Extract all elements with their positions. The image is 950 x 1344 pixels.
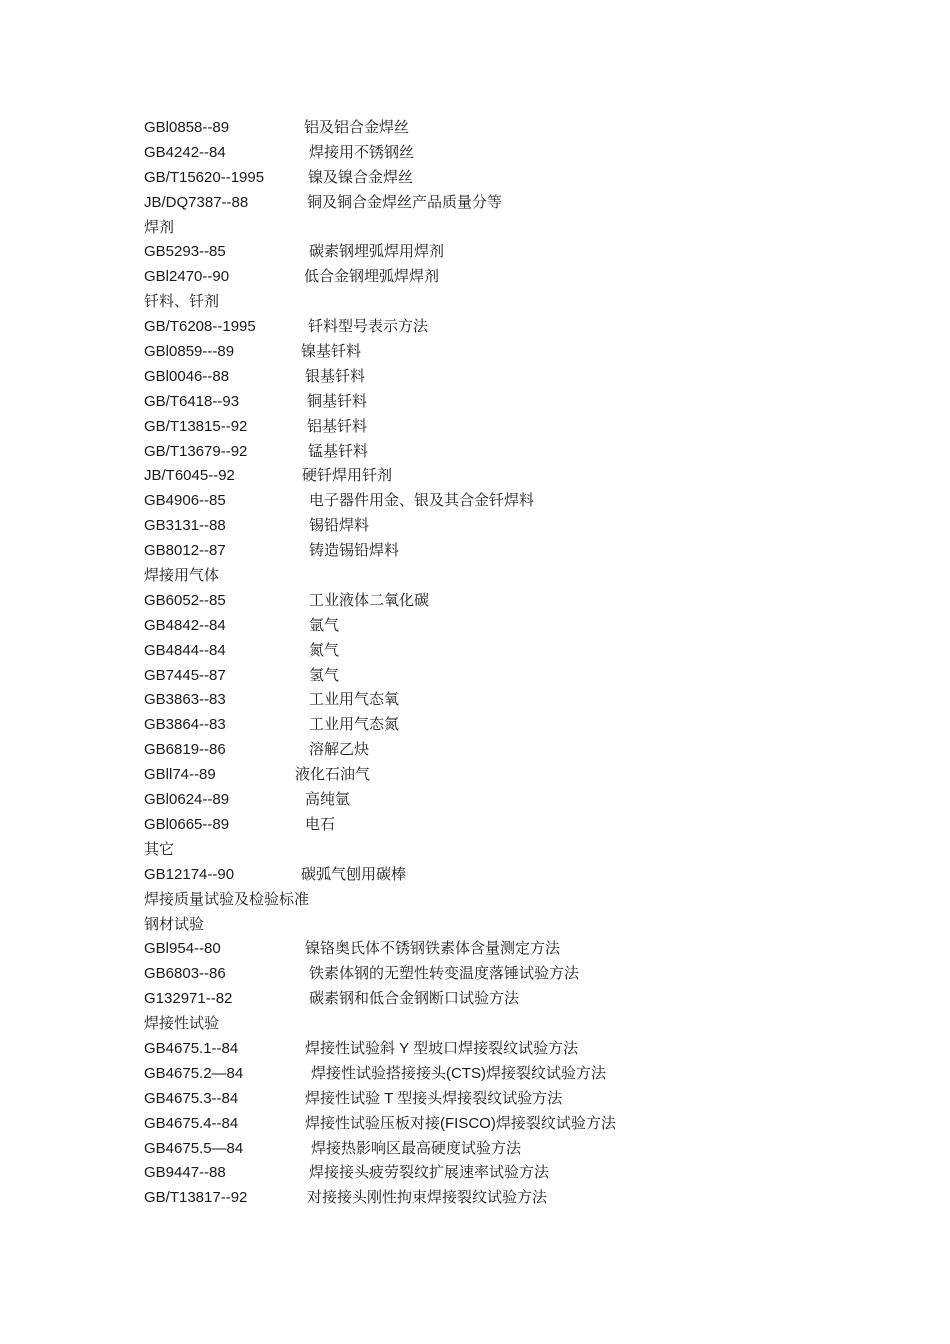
section-heading-text: 其它 — [144, 840, 175, 858]
standard-title: 碳素钢埋弧焊用焊剂 — [309, 243, 445, 261]
standard-title: 焊接性试验斜 Y 型坡口焊接裂纹试验方法 — [305, 1039, 579, 1057]
standard-entry — [144, 464, 704, 489]
standard-title: 液化石油气 — [295, 766, 371, 784]
standard-code: GB4675.4--84 — [144, 1114, 239, 1132]
section-heading-text: 钢材试验 — [144, 915, 205, 933]
standard-title: 钎料型号表示方法 — [308, 318, 429, 336]
standard-entry — [144, 116, 704, 141]
standard-title: 氩气 — [309, 616, 340, 634]
standard-entry — [144, 141, 704, 166]
standard-code: GB/T13679--92 — [144, 442, 248, 460]
standard-code: G132971--82 — [144, 990, 233, 1008]
standard-code: GB3131--88 — [144, 517, 226, 535]
standard-entry — [144, 240, 704, 265]
standard-entry — [144, 415, 704, 440]
standard-code: GBll74--89 — [144, 766, 216, 784]
standard-code: GBl2470--90 — [144, 268, 230, 286]
standard-code: GB6803--86 — [144, 965, 226, 983]
standard-entry — [144, 1087, 704, 1112]
standard-title: 焊接接头疲劳裂纹扩展速率试验方法 — [309, 1164, 550, 1182]
section-heading-text: 焊剂 — [144, 218, 175, 236]
standard-title: 碳素钢和低合金钢断口试验方法 — [309, 990, 520, 1008]
standard-code: GBl0665--89 — [144, 815, 230, 833]
standard-title: 焊接用不锈钢丝 — [309, 143, 415, 161]
standard-code: GB4242--84 — [144, 143, 226, 161]
standards-list — [144, 116, 704, 1211]
section-heading-text: 焊接用气体 — [144, 567, 220, 585]
standard-title: 铝基钎料 — [307, 417, 368, 435]
standard-title: 铁素体钢的无塑性转变温度落锤试验方法 — [309, 965, 580, 983]
standard-code: GB8012--87 — [144, 542, 226, 560]
standard-code: JB/T6045--92 — [144, 467, 235, 485]
standard-code: GB4675.1--84 — [144, 1039, 239, 1057]
standard-entry — [144, 166, 704, 191]
standard-title: 焊接性试验搭接接头(CTS)焊接裂纹试验方法 — [311, 1064, 606, 1082]
standard-title: 铜基钎料 — [307, 392, 368, 410]
standard-title: 氢气 — [309, 666, 340, 684]
standard-title: 溶解乙炔 — [309, 741, 370, 759]
standard-code: GB4675.3--84 — [144, 1089, 239, 1107]
standard-code: GB/T13817--92 — [144, 1189, 248, 1207]
standard-title: 低合金钢埋弧焊焊剂 — [304, 268, 440, 286]
standard-entry — [144, 390, 704, 415]
standard-entry — [144, 514, 704, 539]
standard-entry — [144, 987, 704, 1012]
standard-code: GB4675.2—84 — [144, 1064, 244, 1082]
standard-title: 工业用气态氧 — [309, 691, 400, 709]
standard-code: JB/DQ7387--88 — [144, 193, 249, 211]
standard-entry — [144, 440, 704, 465]
standard-entry — [144, 788, 704, 813]
standard-title: 焊接热影响区最高硬度试验方法 — [311, 1139, 522, 1157]
standard-code: GBl0859---89 — [144, 343, 235, 361]
standard-entry — [144, 1062, 704, 1087]
standard-entry — [144, 614, 704, 639]
standard-entry — [144, 1112, 704, 1137]
standard-entry — [144, 489, 704, 514]
standard-entry — [144, 1037, 704, 1062]
standard-entry — [144, 738, 704, 763]
standard-title: 对接接头刚性拘束焊接裂纹试验方法 — [307, 1189, 548, 1207]
standard-code: GB/T13815--92 — [144, 417, 248, 435]
standard-entry — [144, 1161, 704, 1186]
standard-title: 电子器件用金、银及其合金钎焊料 — [309, 492, 535, 510]
standard-title: 工业液体二氧化碳 — [309, 591, 430, 609]
standard-code: GB7445--87 — [144, 666, 226, 684]
standard-title: 焊接性试验压板对接(FISCO)焊接裂纹试验方法 — [305, 1114, 616, 1132]
standard-title: 铜及铜合金焊丝产品质量分等 — [307, 193, 503, 211]
section-heading — [144, 888, 704, 913]
standard-code: GB/T6418--93 — [144, 392, 240, 410]
standard-code: GB4906--85 — [144, 492, 226, 510]
standard-title: 高纯氩 — [305, 791, 351, 809]
standard-entry — [144, 713, 704, 738]
standard-title: 银基钎料 — [305, 367, 366, 385]
standard-entry — [144, 315, 704, 340]
section-heading-text: 钎料、钎剂 — [144, 293, 220, 311]
standard-title: 锰基钎料 — [308, 442, 369, 460]
standard-title: 镍铬奥氏体不锈钢铁素体含量测定方法 — [305, 940, 561, 958]
section-heading — [144, 1012, 704, 1037]
section-heading-text: 焊接质量试验及检验标准 — [144, 890, 310, 908]
standard-code: GBl0858--89 — [144, 119, 230, 136]
section-heading — [144, 216, 704, 241]
standard-code: GB4844--84 — [144, 641, 226, 659]
standard-entry — [144, 539, 704, 564]
standard-entry — [144, 962, 704, 987]
standard-title: 铸造锡铅焊料 — [309, 542, 400, 560]
standard-entry — [144, 664, 704, 689]
standard-entry — [144, 589, 704, 614]
standard-entry — [144, 937, 704, 962]
standard-entry — [144, 1186, 704, 1211]
section-heading — [144, 913, 704, 938]
standard-code: GB6052--85 — [144, 591, 226, 609]
standard-entry — [144, 639, 704, 664]
standard-entry — [144, 1137, 704, 1162]
standard-entry — [144, 340, 704, 365]
standard-code: GBl0046--88 — [144, 367, 230, 385]
section-heading — [144, 838, 704, 863]
standard-title: 锡铅焊料 — [309, 517, 370, 535]
standard-code: GB9447--88 — [144, 1164, 226, 1182]
standard-code: GB3864--83 — [144, 716, 226, 734]
standard-entry — [144, 365, 704, 390]
standard-code: GB6819--86 — [144, 741, 226, 759]
standard-code: GB/T6208--1995 — [144, 318, 256, 336]
standard-title: 镍基钎料 — [301, 343, 362, 361]
standard-entry — [144, 191, 704, 216]
section-heading-text: 焊接性试验 — [144, 1015, 220, 1033]
standard-code: GB/T15620--1995 — [144, 168, 265, 186]
standard-code: GB5293--85 — [144, 243, 226, 261]
section-heading — [144, 564, 704, 589]
section-heading — [144, 290, 704, 315]
standard-code: GB3863--83 — [144, 691, 226, 709]
standard-code: GB12174--90 — [144, 865, 235, 883]
standard-title: 工业用气态氮 — [309, 716, 400, 734]
standard-entry — [144, 863, 704, 888]
standard-title: 氮气 — [309, 641, 340, 659]
standard-title: 焊接性试验 T 型接头焊接裂纹试验方法 — [305, 1089, 563, 1107]
standard-entry — [144, 763, 704, 788]
standard-entry — [144, 265, 704, 290]
standard-code: GB4675.5—84 — [144, 1139, 244, 1157]
standard-code: GB4842--84 — [144, 616, 226, 634]
standard-entry — [144, 688, 704, 713]
standard-title: 硬钎焊用钎剂 — [302, 467, 393, 485]
standard-title: 电石 — [305, 815, 336, 833]
standard-code: GBl954--80 — [144, 940, 221, 958]
standard-title: 铝及铝合金焊丝 — [304, 119, 410, 136]
standard-title: 碳弧气刨用碳棒 — [301, 865, 407, 883]
standard-entry — [144, 813, 704, 838]
standard-code: GBl0624--89 — [144, 791, 230, 809]
standard-title: 镍及镍合金焊丝 — [308, 168, 414, 186]
